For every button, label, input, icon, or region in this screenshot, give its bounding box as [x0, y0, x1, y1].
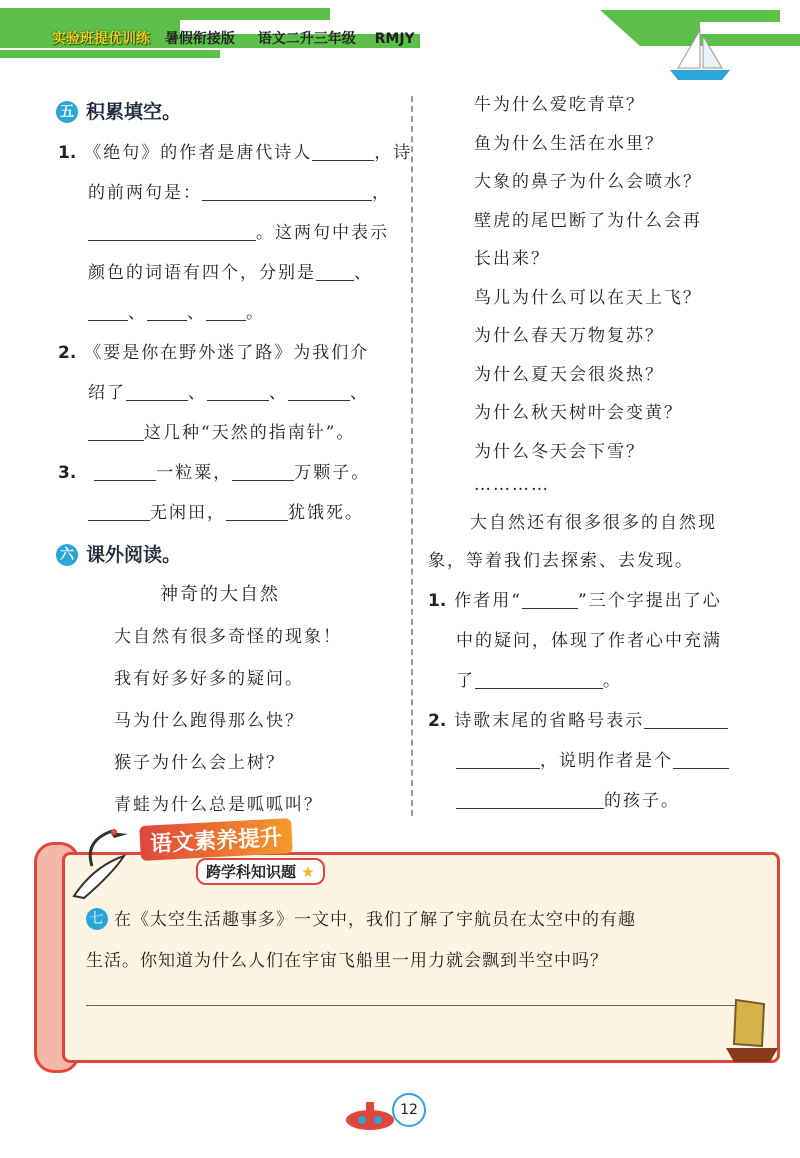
q6-2-text-a: 诗歌末尾的省略号表示 — [454, 711, 645, 731]
period: 。 — [246, 303, 265, 323]
q6-2-line3 — [456, 786, 680, 811]
poem-line: 大象的鼻子为什么会喷水？ — [474, 172, 702, 192]
q6-2-number: 2. — [428, 711, 447, 731]
poem-line: 青蛙为什么总是呱呱叫？ — [114, 795, 323, 815]
q6-1-text-c: 了 — [456, 671, 475, 691]
column-divider — [411, 96, 413, 816]
q6-1-line1 — [428, 586, 722, 611]
answer-blank[interactable] — [147, 302, 187, 321]
section-5-badge: 五 — [56, 101, 78, 123]
crane-icon — [64, 826, 144, 906]
answer-blank[interactable] — [202, 182, 372, 201]
poem-ending-line2: 象，等着我们去探索、去发现。 — [428, 551, 694, 571]
q6-1-line2: 中的疑问，体现了作者心中充满 — [456, 631, 722, 651]
answer-blank[interactable] — [644, 710, 728, 729]
answer-blank[interactable] — [94, 462, 156, 481]
junk-ship-icon — [716, 990, 786, 1070]
poem-line: 为什么夏天会很炎热？ — [474, 364, 664, 385]
q5-2-line1 — [58, 338, 369, 363]
poem-line: 猴子为什么会上树？ — [114, 753, 285, 773]
poem-line: 鸟儿为什么可以在天上飞？ — [474, 287, 702, 308]
poem-line: 壁虎的尾巴断了为什么会再 — [474, 210, 702, 231]
poem-line: 我有好多好多的疑问。 — [114, 669, 304, 689]
q5-3-text-b: 万颗子。 — [294, 463, 371, 483]
poem-line: 为什么冬天会下雪？ — [474, 441, 645, 462]
q5-1-line4 — [88, 258, 373, 283]
cross-subject-banner — [196, 858, 325, 885]
q5-3-line2 — [88, 498, 364, 523]
q5-2-text-b: 绍了 — [88, 383, 126, 403]
poem-line: 鱼为什么生活在水里？ — [474, 133, 664, 154]
code-label: RMJY — [374, 31, 415, 47]
answer-blank[interactable] — [126, 382, 188, 401]
q5-1-line2 — [88, 178, 391, 203]
section-7-badge: 七 — [86, 908, 108, 930]
separator: 、 — [269, 383, 288, 403]
q5-1-line5 — [88, 298, 265, 323]
q5-1-text-g: 、 — [354, 263, 373, 283]
q6-1-line3 — [456, 666, 622, 691]
answer-blank[interactable] — [88, 302, 128, 321]
q6-2-line2 — [456, 746, 729, 771]
q5-1-line1 — [58, 138, 412, 163]
q5-2-number: 2. — [58, 343, 77, 363]
q5-1-text-d: ， — [372, 183, 391, 203]
q5-1-text-b: ，诗 — [374, 143, 413, 163]
q6-1-number: 1. — [428, 591, 447, 611]
q5-1-text-c: 的前两句是： — [88, 183, 202, 203]
q5-2-line2 — [88, 378, 369, 403]
series-title: 实验班提优训练 — [52, 31, 150, 47]
separator: 、 — [350, 383, 369, 403]
section-5-heading: 积累填空。 — [86, 101, 182, 123]
cross-subject-label: 跨学科知识题 — [206, 863, 297, 881]
answer-line[interactable] — [86, 1005, 736, 1006]
q6-1-text-d: 。 — [603, 671, 622, 691]
poem-ending-line1: 大自然还有很多很多的自然现 — [470, 513, 717, 533]
answer-blank[interactable] — [288, 382, 350, 401]
q5-2-line3 — [88, 418, 355, 443]
q5-1-text-e: 。这两句中表示 — [256, 223, 389, 243]
section-6-badge: 六 — [56, 544, 78, 566]
star-icon: ★ — [296, 863, 315, 881]
q6-2-text-b: ，说明作者是个 — [540, 751, 673, 771]
q7-text-a: 在《太空生活趣事多》一文中，我们了解了宇航员在太空中的有趣 — [114, 910, 636, 930]
answer-blank[interactable] — [316, 262, 354, 281]
separator: 、 — [128, 303, 147, 323]
section-5-title — [56, 97, 181, 124]
page-number: 12 — [392, 1093, 426, 1127]
answer-blank[interactable] — [88, 502, 150, 521]
answer-blank[interactable] — [673, 750, 729, 769]
grade-label: 语文二升三年级 — [257, 31, 356, 47]
separator: 、 — [187, 303, 206, 323]
q6-2-line1 — [428, 706, 728, 731]
answer-blank[interactable] — [475, 670, 603, 689]
q5-3-number: 3. — [58, 463, 77, 483]
poem-line: 为什么秋天树叶会变黄？ — [474, 403, 683, 423]
submarine-icon — [340, 1088, 400, 1138]
q7-line1 — [86, 905, 636, 930]
section-6-title — [56, 540, 181, 567]
answer-blank[interactable] — [312, 142, 374, 161]
q5-1-text-f: 颜色的词语有四个，分别是 — [88, 263, 316, 283]
answer-blank[interactable] — [88, 222, 256, 241]
q7-line2: 生活。你知道为什么人们在宇宙飞船里一用力就会飘到半空中吗？ — [86, 951, 608, 971]
q5-2-text-c: 这几种“天然的指南针”。 — [144, 423, 356, 443]
section-6-heading: 课外阅读。 — [86, 544, 182, 566]
q5-3-text-c: 无闲田， — [150, 503, 226, 523]
poem-line: 长出来？ — [474, 249, 550, 269]
q5-3-text-d: 犹饿死。 — [288, 503, 364, 523]
header-bar — [52, 28, 415, 48]
answer-blank[interactable] — [456, 750, 540, 769]
poem-line: ………… — [474, 475, 550, 495]
answer-blank[interactable] — [206, 302, 246, 321]
q5-1-line3 — [88, 218, 389, 243]
answer-blank[interactable] — [207, 382, 269, 401]
q6-2-text-c: 的孩子。 — [604, 791, 680, 811]
q5-1-text-a: 《绝句》的作者是唐代诗人 — [84, 143, 313, 163]
poem-line: 大自然有很多奇怪的现象！ — [114, 627, 342, 647]
poem-line: 为什么春天万物复苏？ — [474, 326, 664, 346]
poem-title: 神奇的大自然 — [160, 584, 280, 605]
q5-2-text-a: 《要是你在野外迷了路》为我们介 — [84, 343, 370, 363]
q5-1-number: 1. — [58, 143, 77, 163]
q6-1-text-b: ”三个字提出了心 — [578, 591, 722, 611]
poem-line: 牛为什么爱吃青草？ — [474, 95, 645, 115]
q5-3-text-a: 一粒粟， — [156, 463, 233, 483]
q5-3-line1 — [58, 458, 370, 483]
separator: 、 — [188, 383, 207, 403]
literacy-banner: 语文素养提升 — [139, 818, 293, 861]
answer-blank[interactable] — [232, 462, 294, 481]
q6-1-text-a: 作者用“ — [454, 591, 522, 611]
answer-blank[interactable] — [522, 590, 578, 609]
answer-blank[interactable] — [456, 790, 604, 809]
poem-line: 马为什么跑得那么快？ — [114, 711, 304, 731]
answer-blank[interactable] — [88, 422, 144, 441]
edition-label: 暑假衔接版 — [164, 31, 235, 47]
answer-blank[interactable] — [226, 502, 288, 521]
